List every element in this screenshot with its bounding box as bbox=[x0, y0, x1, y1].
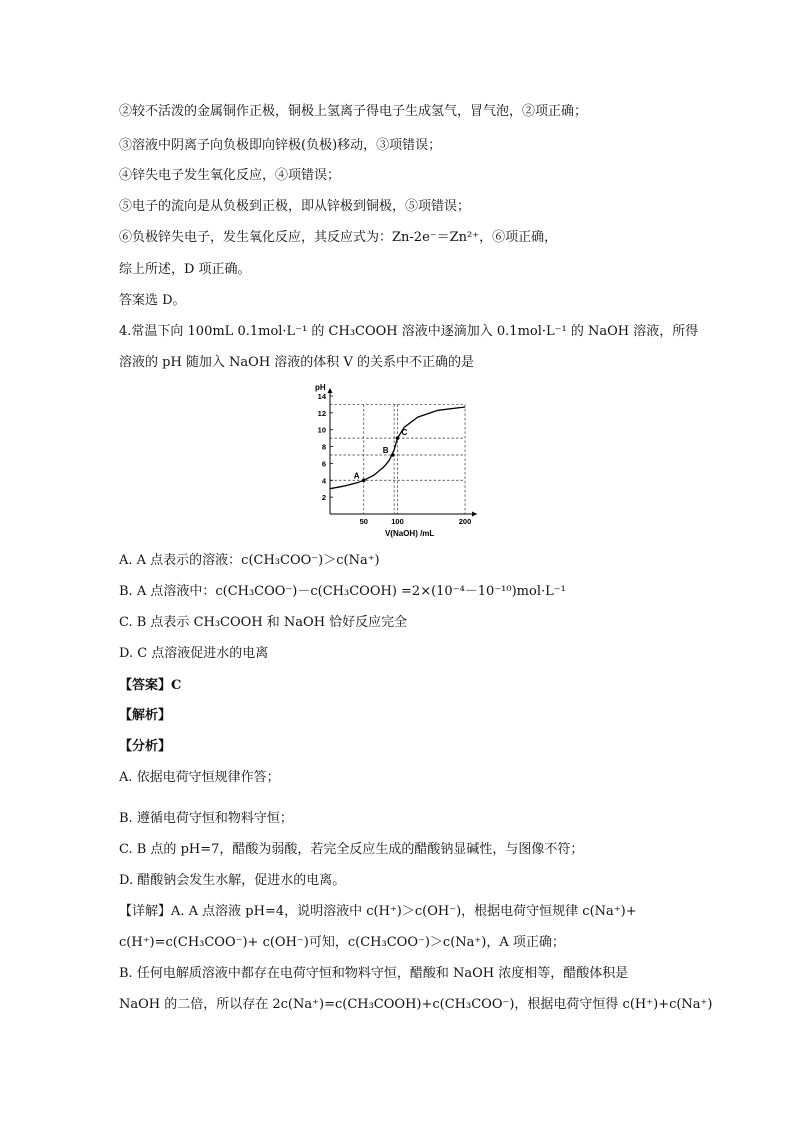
y-tick-label-4: 10 bbox=[317, 425, 326, 435]
y-axis-label: pH bbox=[315, 383, 326, 392]
point-c bbox=[396, 436, 400, 440]
question-4-line-1: 4.常温下向 100mL 0.1mol·L⁻¹ 的 CH₃COOH 溶液中逐滴加入 0.1mol·L⁻¹ 的 NaOH 溶液，所得 bbox=[119, 324, 699, 339]
point-a bbox=[362, 478, 366, 482]
analysis-d: D. 醋酸钠会发生水解，促进水的电离。 bbox=[119, 873, 346, 888]
text-line-5: ⑥负极锌失电子，发生氧化反应，其反应式为：Zn-2e⁻＝Zn²⁺，⑥项正确， bbox=[119, 230, 558, 245]
detail-line-1: 【详解】A. A 点溶液 pH=4，说明溶液中 c(H⁺)＞c(OH⁻)，根据电荷守恒规律 c(Na⁺)+ bbox=[119, 904, 637, 919]
detail-line-3: B. 任何电解质溶液中都存在电荷守恒和物料守恒，醋酸和 NaOH 浓度相等，醋酸体积是 bbox=[119, 966, 629, 981]
option-b: B. A 点溶液中：c(CH₃COO⁻)－c(CH₃COOH) =2×(10⁻⁴－10⁻¹⁰)mol·L⁻¹ bbox=[119, 584, 566, 599]
analysis-b: B. 遵循电荷守恒和物料守恒； bbox=[119, 811, 293, 826]
question-4-line-2: 溶液的 pH 随加入 NaOH 溶液的体积 V 的关系中不正确的是 bbox=[119, 355, 474, 370]
text-line-4: ⑤电子的流向是从负极到正极，即从锌极到铜极，⑤项错误； bbox=[119, 199, 471, 214]
text-line-7: 答案选 D。 bbox=[119, 293, 186, 308]
detail-line-4: NaOH 的二倍，所以存在 2c(Na⁺)=c(CH₃COOH)+c(CH₃COO⁻)，根据电荷守恒得 c(H⁺)+c(Na⁺) bbox=[119, 997, 713, 1012]
text-line-6: 综上所述，D 项正确。 bbox=[119, 262, 251, 277]
analysis-a: A. 依据电荷守恒规律作答； bbox=[119, 770, 280, 785]
y-tick-label-1: 4 bbox=[321, 476, 326, 486]
point-label-b: B bbox=[382, 446, 389, 455]
option-d: D. C 点溶液促进水的电离 bbox=[119, 646, 269, 661]
point-label-c: C bbox=[401, 428, 408, 438]
x-tick-label-1: 100 bbox=[391, 517, 404, 526]
analysis-c: C. B 点的 pH=7，醋酸为弱酸，若完全反应生成的醋酸钠显碱性，与图像不符； bbox=[119, 842, 584, 857]
point-label-a: A bbox=[353, 471, 360, 481]
y-tick-label-6: 14 bbox=[317, 392, 326, 401]
y-tick-label-2: 6 bbox=[321, 459, 326, 469]
option-c: C. B 点表示 CH₃COOH 和 NaOH 恰好反应完全 bbox=[119, 615, 408, 630]
y-tick-label-0: 2 bbox=[321, 493, 326, 503]
y-tick-label-5: 12 bbox=[317, 408, 326, 418]
y-axis-arrow bbox=[328, 388, 333, 393]
point-b bbox=[391, 453, 395, 457]
detail-line-2: c(H⁺)=c(CH₃COO⁻)+ c(OH⁻)可知，c(CH₃COO⁻)＞c(Na⁺)，A 项正确； bbox=[119, 935, 565, 950]
text-line-1: ②较不活泼的金属铜作正极，铜极上氢离子得电子生成氢气，冒气泡，②项正确； bbox=[119, 104, 588, 119]
text-line-3: ④锌失电子发生氧化反应，④项错误； bbox=[119, 168, 341, 183]
ph-titration-chart bbox=[305, 378, 490, 540]
x-axis-arrow bbox=[472, 512, 477, 517]
y-tick-label-3: 8 bbox=[321, 442, 326, 452]
text-line-2: ③溶液中阴离子向负极即向锌极(负极)移动，③项错误； bbox=[119, 138, 442, 153]
x-tick-label-0: 50 bbox=[359, 517, 368, 526]
jiexi-tag: 【解析】 bbox=[119, 708, 172, 723]
option-a: A. A 点表示的溶液：c(CH₃COO⁻)＞c(Na⁺) bbox=[119, 553, 380, 568]
x-axis-label: V(NaOH) /mL bbox=[384, 529, 435, 538]
x-tick-label-2: 200 bbox=[458, 517, 472, 526]
fenxi-tag: 【分析】 bbox=[119, 739, 172, 754]
answer-tag: 【答案】C bbox=[119, 678, 182, 693]
